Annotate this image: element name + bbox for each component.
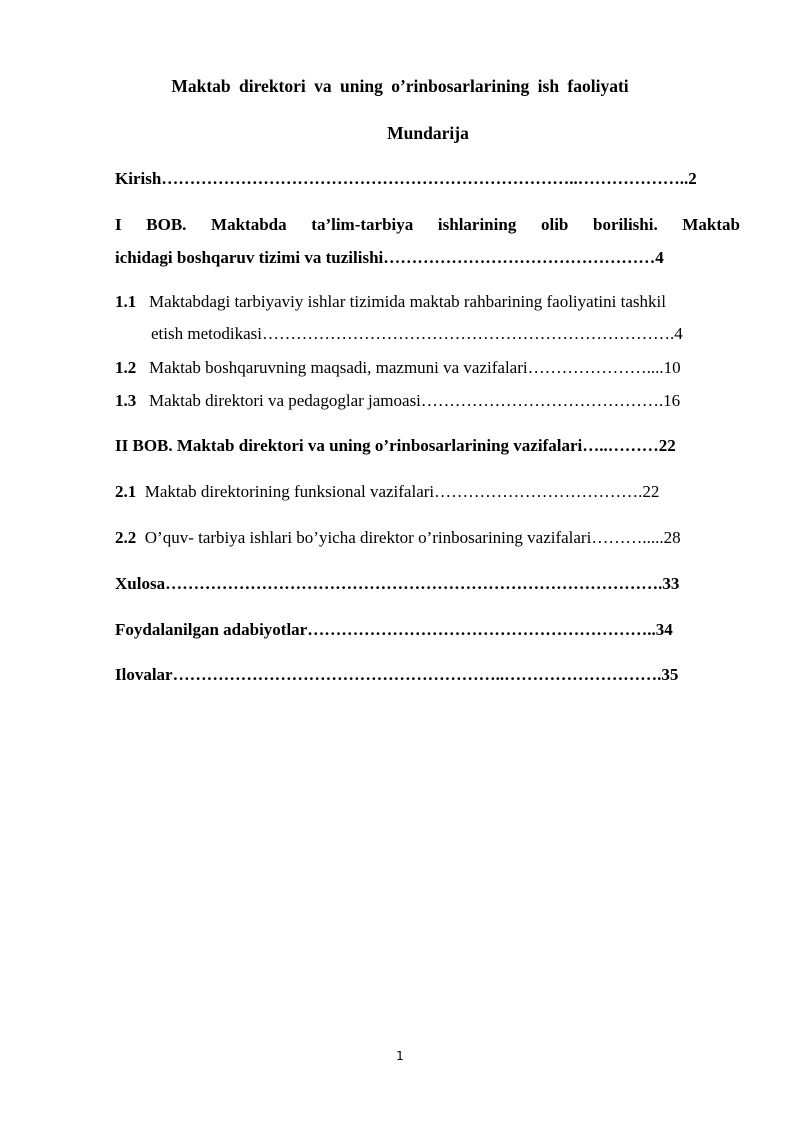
toc-entry-text: Maktab boshqaruvning maqsadi, mazmuni va vazifalari…………………....10 (149, 358, 681, 377)
toc-entry-2-1 (115, 482, 740, 502)
toc-entry-number: 2.2 (115, 528, 137, 547)
toc-entry-1-1-line-2: etish metodikasi……………………………………………………………….4 (151, 324, 683, 343)
toc-entry-2-2 (115, 528, 740, 548)
toc-entry-chapter-2: II BOB. Maktab direktori va uning o’rinbosarlarining vazifalari…..………22 (115, 436, 676, 455)
toc-entry-chapter-1-line-2: ichidagi boshqaruv tizimi va tuzilishi…………………………………………4 (115, 248, 664, 267)
toc-entry-text: Maktab direktorining funksional vazifalari……………………………….22 (144, 482, 660, 501)
toc-entry-kirish: Kirish………………………………………………………………..………………..2 (115, 169, 697, 188)
toc-entry-number: 1.1 (115, 292, 137, 311)
toc-heading: Mundarija (387, 123, 469, 143)
toc-entry-number: 1.3 (115, 391, 137, 410)
toc-entry-appendices: Ilovalar…………………………………………………..……………………….35 (115, 665, 679, 684)
toc-entry-bibliography: Foydalanilgan adabiyotlar……………………………………………………..34 (115, 620, 673, 639)
toc-entry-1-1 (115, 292, 740, 312)
toc-entry-text: O’quv- tarbiya ishlari bo’yicha direktor o’rinbosarining vazifalari……….....28 (144, 528, 681, 547)
toc-entry-xulosa: Xulosa…………………………………………………………………………….33 (115, 574, 680, 593)
toc-entry-1-3 (115, 391, 740, 411)
toc-entry-text: Maktab direktori va pedagoglar jamoasi…………………………………….16 (149, 391, 681, 410)
toc-entry-number: 1.2 (115, 358, 137, 377)
page-number: 1 (396, 1049, 404, 1063)
document-title: Maktab direktori va uning o’rinbosarlarining ish faoliyati (171, 76, 629, 96)
toc-entry-chapter-1-line-1: I BOB. Maktabda ta’lim-tarbiya ishlarining olib borilishi. Maktab (115, 215, 740, 234)
toc-entry-text: Maktabdagi tarbiyaviy ishlar tizimida maktab rahbarining faoliyatini tashkil (149, 292, 666, 311)
toc-entry-1-2 (115, 358, 740, 378)
toc-entry-number: 2.1 (115, 482, 137, 501)
